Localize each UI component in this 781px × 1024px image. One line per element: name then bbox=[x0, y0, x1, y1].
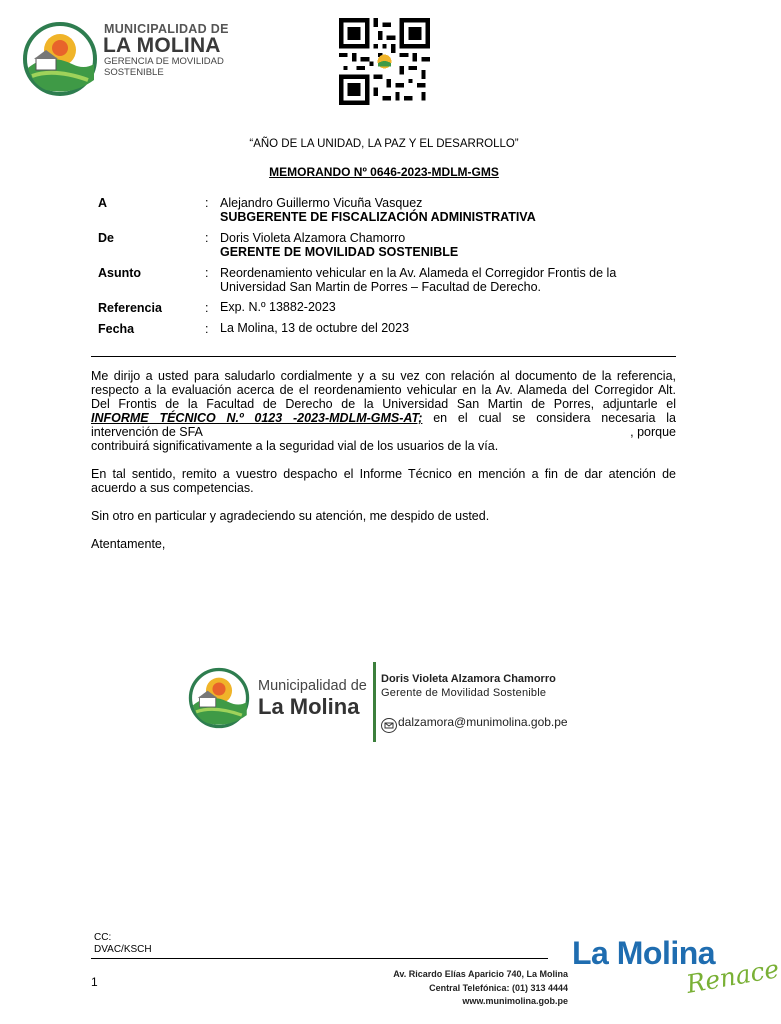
department-name: GERENCIA DE MOVILIDAD SOSTENIBLE bbox=[104, 56, 224, 78]
signature-logo bbox=[188, 666, 250, 730]
field-value-de bbox=[220, 232, 660, 259]
brand-tagline: Renace bbox=[684, 954, 781, 999]
field-colon: : bbox=[205, 322, 209, 336]
signer-email[interactable]: dalzamora@munimolina.gob.pe bbox=[398, 715, 568, 729]
field-value-a bbox=[220, 197, 660, 224]
paragraph-line: contribuirá significativamente a la seguridad vial de los usuarios de la vía. bbox=[91, 439, 499, 453]
sender-name: Doris Violeta Alzamora Chamorro bbox=[220, 231, 406, 245]
signature-divider bbox=[373, 662, 376, 742]
municipality-name: LA MOLINA bbox=[103, 34, 221, 57]
field-value-asunto bbox=[220, 267, 660, 294]
subject-line-2: Universidad San Martin de Porres – Facultad de Derecho. bbox=[220, 279, 541, 294]
field-value-referencia: Exp. N.º 13882-2023 bbox=[220, 300, 336, 314]
recipient-title: SUBGERENTE DE FISCALIZACIÓN ADMINISTRATIVA bbox=[220, 209, 536, 224]
informe-reference: INFORME TÉCNICO N.º 0123 -2023-MDLM-GMS-AT; bbox=[91, 411, 423, 425]
paragraph-line: respecto a la evaluación acerca de el reordenamiento vehicular en la Av. Alameda del Corregidor Alt. bbox=[91, 383, 676, 397]
brand-logo-text: La Molina bbox=[572, 935, 716, 971]
qr-code-icon bbox=[339, 18, 430, 105]
header-divider bbox=[91, 356, 676, 357]
field-label-referencia: Referencia bbox=[98, 301, 162, 315]
signature-muni-label: Municipalidad de bbox=[258, 678, 367, 694]
field-label-asunto: Asunto bbox=[98, 266, 142, 280]
cc-value: DVAC/KSCH bbox=[94, 944, 152, 955]
cc-block bbox=[94, 932, 152, 956]
footer-address: Av. Ricardo Elías Aparicio 740, La Molina bbox=[393, 969, 568, 979]
field-colon: : bbox=[205, 231, 209, 245]
municipality-label: MUNICIPALIDAD DE bbox=[104, 22, 229, 36]
recipient-name: Alejandro Guillermo Vicuña Vasquez bbox=[220, 196, 423, 210]
field-value-fecha: La Molina, 13 de octubre del 2023 bbox=[220, 321, 410, 335]
subject-line-1: Reordenamiento vehicular en la Av. Alameda el Corregidor Frontis de la bbox=[220, 266, 617, 280]
paragraph-line: Del Frontis de la Facultad de Derecho de la Universidad San Martin de Porres, adjuntarle el bbox=[91, 397, 676, 411]
signature-muni-name: La Molina bbox=[258, 694, 360, 719]
paragraph-line: intervención de SFA , porque bbox=[91, 425, 676, 439]
sender-title: GERENTE DE MOVILIDAD SOSTENIBLE bbox=[220, 244, 459, 259]
body-paragraph-1 bbox=[91, 369, 676, 453]
body-paragraph-2: En tal sentido, remito a vuestro despacho el Informe Técnico en mención a fin de dar atención de acuerdo a sus competencias. bbox=[91, 467, 676, 495]
page-number: 1 bbox=[91, 975, 98, 989]
footer-divider bbox=[91, 958, 548, 959]
email-icon bbox=[381, 718, 397, 733]
municipal-logo bbox=[22, 20, 98, 98]
body-paragraph-3: Sin otro en particular y agradeciendo su atención, me despido de usted. bbox=[91, 509, 490, 523]
footer-website[interactable]: www.munimolina.gob.pe bbox=[462, 996, 568, 1006]
field-colon: : bbox=[205, 266, 209, 280]
cc-label: CC: bbox=[94, 932, 112, 943]
paragraph-line: INFORME TÉCNICO N.º 0123 -2023-MDLM-GMS-AT; en el cual se considera necesaria la bbox=[91, 411, 676, 425]
field-label-fecha: Fecha bbox=[98, 322, 135, 336]
field-colon: : bbox=[205, 301, 209, 315]
year-slogan: “AÑO DE LA UNIDAD, LA PAZ Y EL DESARROLLO” bbox=[249, 138, 519, 150]
field-label-a: A bbox=[98, 196, 108, 210]
field-colon: : bbox=[205, 196, 209, 210]
memo-title: MEMORANDO Nº 0646-2023-MDLM-GMS bbox=[269, 165, 499, 179]
signer-name: Doris Violeta Alzamora Chamorro bbox=[381, 673, 556, 685]
paragraph-line: Me dirijo a usted para saludarlo cordialmente y a su vez con relación al documento de la referencia, bbox=[91, 369, 676, 383]
signer-role: Gerente de Movilidad Sostenible bbox=[381, 687, 547, 699]
closing-salutation: Atentamente, bbox=[91, 537, 166, 551]
footer-phone: Central Telefónica: (01) 313 4444 bbox=[429, 983, 568, 993]
field-label-de: De bbox=[98, 231, 114, 245]
